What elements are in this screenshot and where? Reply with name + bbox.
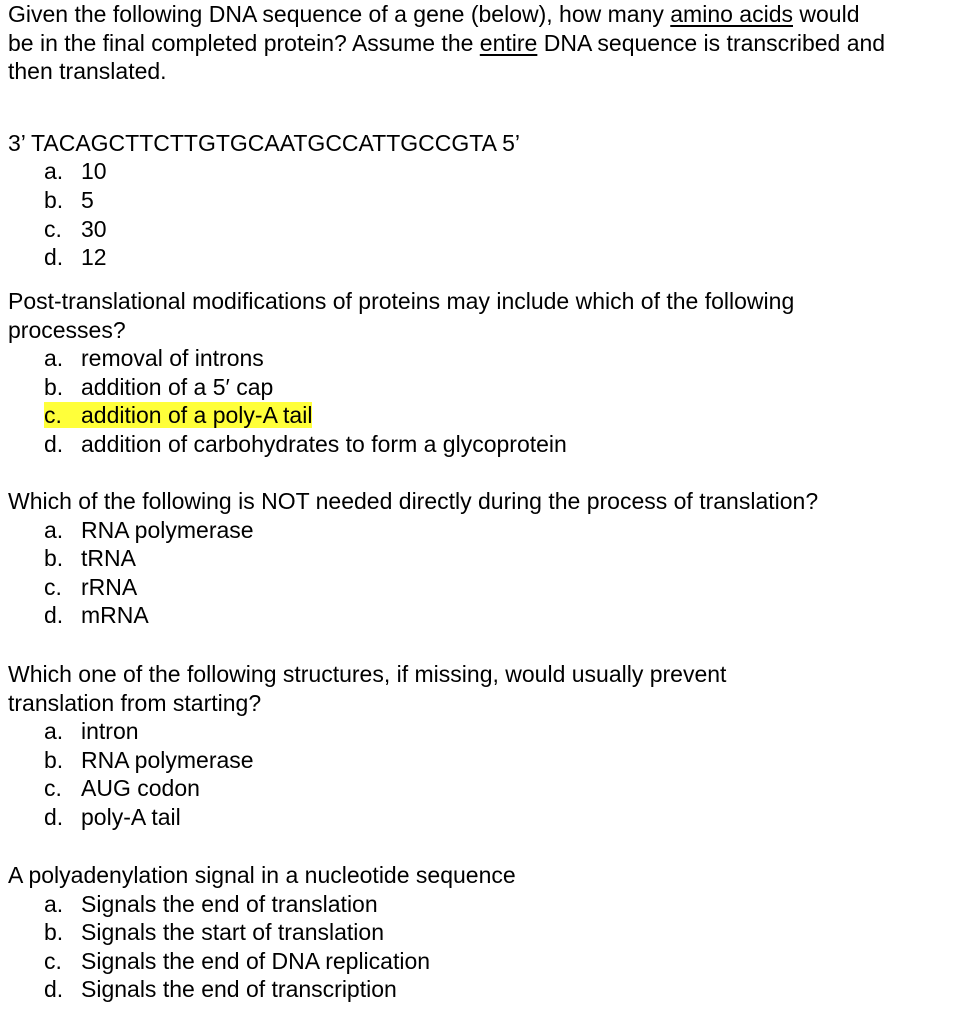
- option-text: Signals the start of translation: [81, 919, 384, 946]
- option-letter: b.: [44, 186, 64, 213]
- option-text: 12: [81, 244, 107, 271]
- option-letter: a.: [44, 516, 64, 543]
- stem-text: would be in the final completed protein? Assume the: [8, 1, 860, 56]
- option-text: 10: [81, 158, 107, 185]
- question-4-options: [8, 717, 958, 831]
- highlight-mark: [44, 402, 312, 428]
- option-text: mRNA: [81, 602, 149, 629]
- option-text: 30: [81, 215, 107, 242]
- option-text: tRNA: [81, 545, 136, 572]
- option-c[interactable]: [44, 774, 958, 803]
- option-c[interactable]: [44, 573, 958, 602]
- option-letter: d.: [44, 803, 64, 830]
- option-b[interactable]: [44, 373, 958, 402]
- option-text: addition of a 5′ cap: [81, 373, 274, 400]
- option-letter: c.: [44, 402, 62, 429]
- option-letter: d.: [44, 244, 64, 271]
- question-4-stem: Which one of the following structures, if missing, would usually prevent translation from starting?: [8, 661, 727, 716]
- option-letter: c.: [44, 947, 62, 974]
- question-5: [8, 861, 958, 1004]
- option-letter: a.: [44, 890, 64, 917]
- option-text: addition of carbohydrates to form a glycoprotein: [81, 430, 567, 457]
- stem-underlined-text: entire: [479, 29, 538, 56]
- option-letter: c.: [44, 775, 62, 802]
- option-letter: d.: [44, 976, 64, 1003]
- option-b[interactable]: [44, 186, 958, 215]
- option-a[interactable]: [44, 516, 958, 545]
- option-b[interactable]: [44, 544, 958, 573]
- option-d[interactable]: [44, 601, 958, 630]
- option-letter: b.: [44, 545, 64, 572]
- question-3-options: [8, 516, 958, 630]
- question-2-stem: Post-translational modifications of proteins may include which of the following processes?: [8, 288, 795, 343]
- option-d[interactable]: [44, 430, 958, 459]
- option-text: rRNA: [81, 573, 138, 600]
- question-1-options: [8, 157, 958, 271]
- question-4: [8, 660, 958, 832]
- option-c-highlighted[interactable]: [44, 401, 958, 430]
- option-letter: b.: [44, 373, 64, 400]
- question-5-stem: A polyadenylation signal in a nucleotide sequence: [8, 862, 516, 888]
- stem-text: Given the following DNA sequence of a gene (below), how many: [8, 1, 671, 27]
- option-text: removal of introns: [81, 345, 264, 372]
- option-d[interactable]: [44, 975, 958, 1004]
- option-c[interactable]: [44, 947, 958, 976]
- option-text: addition of a poly-A tail: [81, 402, 313, 429]
- option-text: intron: [81, 718, 139, 745]
- dna-sequence: 3’ TACAGCTTCTTGTGCAATGCCATTGCCGTA 5’: [8, 129, 520, 156]
- option-b[interactable]: [44, 918, 958, 947]
- option-letter: c.: [44, 215, 62, 242]
- option-d[interactable]: [44, 243, 958, 272]
- option-text: 5: [81, 186, 94, 213]
- option-d[interactable]: [44, 803, 958, 832]
- question-3-stem: Which of the following is NOT needed directly during the process of translation?: [8, 488, 819, 514]
- stem-text: DNA sequence is transcribed and then translated.: [8, 29, 886, 85]
- question-1: [8, 0, 958, 272]
- option-letter: a.: [44, 158, 64, 185]
- option-text: poly-A tail: [81, 803, 181, 830]
- question-3: [8, 487, 958, 630]
- question-2-options: [8, 344, 958, 458]
- option-text: RNA polymerase: [81, 746, 254, 773]
- option-b[interactable]: [44, 746, 958, 775]
- option-text: Signals the end of translation: [81, 890, 378, 917]
- option-a[interactable]: [44, 717, 958, 746]
- stem-underlined-text: amino acids: [670, 1, 793, 27]
- option-letter: b.: [44, 919, 64, 946]
- option-letter: a.: [44, 345, 64, 372]
- option-text: Signals the end of transcription: [81, 976, 397, 1003]
- option-text: AUG codon: [81, 775, 200, 802]
- option-letter: c.: [44, 573, 62, 600]
- question-2: [8, 287, 958, 459]
- question-1-stem: [8, 0, 888, 86]
- option-letter: d.: [44, 430, 64, 457]
- option-c[interactable]: [44, 215, 958, 244]
- option-a[interactable]: [44, 890, 958, 919]
- option-a[interactable]: [44, 344, 958, 373]
- option-a[interactable]: [44, 157, 958, 186]
- option-letter: a.: [44, 718, 64, 745]
- option-letter: b.: [44, 746, 64, 773]
- option-text: RNA polymerase: [81, 516, 254, 543]
- option-letter: d.: [44, 602, 64, 629]
- option-text: Signals the end of DNA replication: [81, 947, 431, 974]
- question-5-options: [8, 890, 958, 1004]
